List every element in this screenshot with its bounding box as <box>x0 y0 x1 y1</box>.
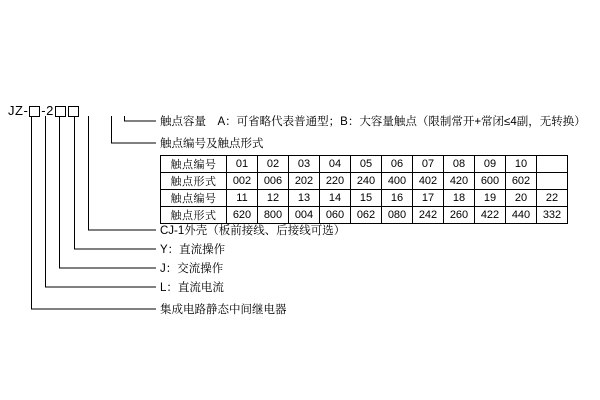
annotation-contact-capacity: 触点容量 A：可省略代表普通型；B：大容量触点（限制常开+常闭≤4副，无转换） <box>160 116 586 128</box>
table-row-header: 触点形式 <box>161 207 227 224</box>
table-cell: 05 <box>351 156 382 173</box>
table-cell: 08 <box>444 156 475 173</box>
model-code-box-3 <box>68 106 79 117</box>
table-cell: 20 <box>506 190 537 207</box>
table-cell: 13 <box>289 190 320 207</box>
table-cell: 004 <box>289 207 320 224</box>
model-code-box-2 <box>55 106 66 117</box>
model-code-dash-2: - <box>41 103 47 118</box>
table-row-header: 触点编号 <box>161 156 227 173</box>
table-row <box>161 173 568 190</box>
table-row-header: 触点形式 <box>161 173 227 190</box>
annotation-contact-number-form: 触点编号及触点形式 <box>160 138 264 150</box>
table-cell: 18 <box>444 190 475 207</box>
table-cell: 600 <box>475 173 506 190</box>
table-cell: 06 <box>382 156 413 173</box>
table-cell: 220 <box>320 173 351 190</box>
table-cell: 400 <box>382 173 413 190</box>
table-cell: 07 <box>413 156 444 173</box>
contact-table-wrap <box>160 155 568 224</box>
contact-table <box>160 155 568 224</box>
table-cell: 060 <box>320 207 351 224</box>
table-cell: 14 <box>320 190 351 207</box>
table-cell: 09 <box>475 156 506 173</box>
table-cell: 16 <box>382 190 413 207</box>
table-cell: 062 <box>351 207 382 224</box>
table-cell: 12 <box>258 190 289 207</box>
table-cell: 10 <box>506 156 537 173</box>
model-code-prefix: JZ <box>8 103 24 118</box>
table-cell: 602 <box>506 173 537 190</box>
annotation-j-ac-operation: J：交流操作 <box>160 263 224 275</box>
table-cell: 002 <box>227 173 258 190</box>
contact-table-body <box>161 156 568 224</box>
model-code-digit: 2 <box>46 103 54 118</box>
table-cell: 260 <box>444 207 475 224</box>
table-row <box>161 156 568 173</box>
annotation-product-name: 集成电路静态中间继电器 <box>160 304 287 316</box>
table-cell: 02 <box>258 156 289 173</box>
table-cell: 440 <box>506 207 537 224</box>
table-cell: 240 <box>351 173 382 190</box>
annotation-l-dc-current: L：直流电流 <box>160 282 224 294</box>
table-cell: 080 <box>382 207 413 224</box>
table-row <box>161 190 568 207</box>
table-cell: 420 <box>444 173 475 190</box>
table-cell: 620 <box>227 207 258 224</box>
table-cell: 19 <box>475 190 506 207</box>
table-cell: 402 <box>413 173 444 190</box>
table-cell: 11 <box>227 190 258 207</box>
table-cell: 01 <box>227 156 258 173</box>
model-code <box>8 104 80 118</box>
table-cell: 800 <box>258 207 289 224</box>
table-row-header: 触点编号 <box>161 190 227 207</box>
table-cell: 422 <box>475 207 506 224</box>
table-cell: 03 <box>289 156 320 173</box>
table-cell: 17 <box>413 190 444 207</box>
table-cell <box>537 156 568 173</box>
model-code-dash-1: - <box>23 103 29 118</box>
model-code-box-1 <box>29 106 40 117</box>
table-cell: 15 <box>351 190 382 207</box>
table-cell: 202 <box>289 173 320 190</box>
table-cell: 22 <box>537 190 568 207</box>
table-cell: 332 <box>537 207 568 224</box>
table-cell: 006 <box>258 173 289 190</box>
table-row <box>161 207 568 224</box>
table-cell: 242 <box>413 207 444 224</box>
annotation-shell: CJ-1外壳（板前接线、后接线可选） <box>160 225 346 237</box>
annotation-y-dc-operation: Y：直流操作 <box>160 244 226 256</box>
table-cell <box>537 173 568 190</box>
table-cell: 04 <box>320 156 351 173</box>
